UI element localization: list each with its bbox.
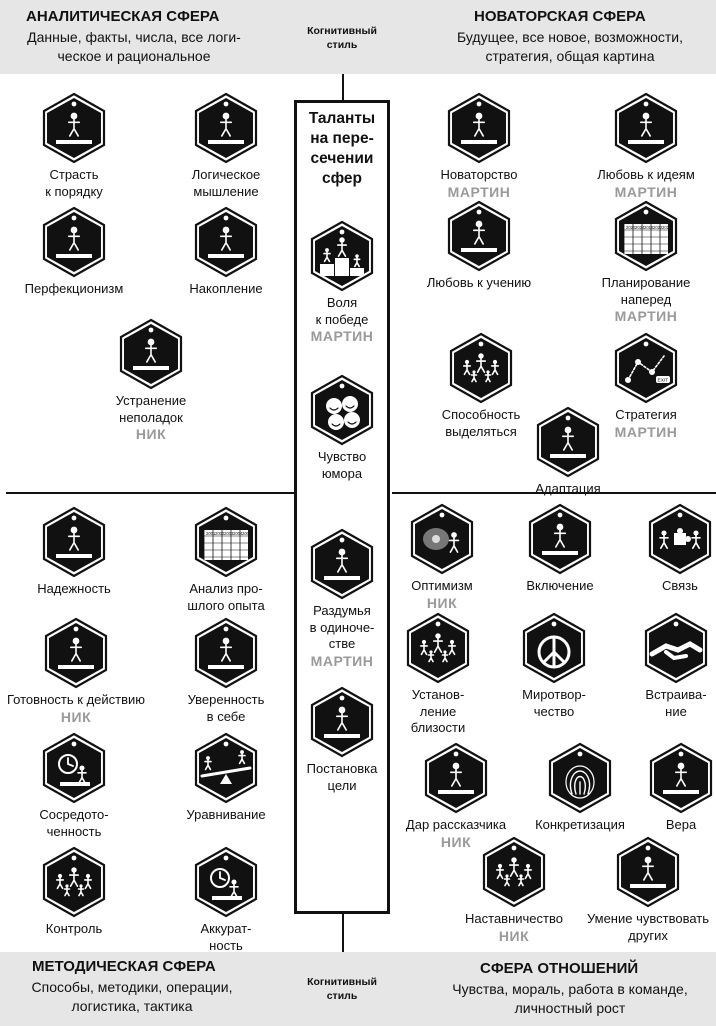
talent-name-line: в себе [206,708,246,724]
order-icon [38,92,110,164]
fingerprint-icon [544,742,616,814]
books-icon [190,206,262,278]
talent-name-line: Включение [526,578,594,593]
calendar-year-label: 2022 [653,225,663,230]
horizontal-divider-left [6,492,294,494]
talent-name-line: Умение чувствовать [586,911,710,926]
talent-connection [616,503,716,595]
calendar-icon [610,200,682,272]
wrench-icon [115,318,187,390]
puzzle-icon [644,503,716,575]
methodical-sphere-title: МЕТОДИЧЕСКАЯ СФЕРА [32,958,216,975]
thinker-icon [306,528,378,600]
talent-name-line: неполадок [119,409,183,425]
talent-name-line: Воля [326,295,358,310]
talent-reliability [10,506,138,598]
talent-name-line: Устранение [115,393,187,408]
talent-troubleshoot [87,318,215,443]
talent-name-line: Уверенность [187,692,265,707]
methodical-sphere-desc-1: Способы, методики, операции, [31,979,233,995]
medal-icon [38,206,110,278]
analytic-sphere-desc-1: Данные, факты, числа, все логи- [27,29,241,45]
summit-icon [190,617,262,689]
talent-perfection [10,206,138,298]
talent-will [278,220,406,345]
calendar-year-label: 2022 [662,225,672,230]
calendar-year-label: 2002 [215,531,225,536]
innovative-sphere-desc-2: стратегия, общая картина [485,48,655,64]
innovative-sphere-title: НОВАТОРСКАЯ СФЕРА [474,8,646,25]
talent-name-line: к победе [315,311,369,327]
calendar-year-label: 2005 [242,531,252,536]
speaker-icon [420,742,492,814]
seesaw-icon [190,732,262,804]
cognitive-style-label-bottom: Когнитивный стиль [307,976,377,1002]
exit-sign-label: EXIT [657,378,669,384]
crowd-icon [445,332,517,404]
talent-name-line: Планирование [601,275,691,290]
talent-faith [617,742,716,834]
talent-owner: МАРТИН [447,183,511,200]
calendar-year-label: 2016 [644,225,654,230]
talent-learning [415,200,543,292]
icon-glyph [624,224,672,254]
dodge-icon [532,406,604,478]
mentor-icon [478,836,550,908]
talent-name-line: мышление [193,183,259,199]
talent-name-line: Вера [665,817,697,832]
carry-icon [38,506,110,578]
talent-owner: МАРТИН [310,652,374,669]
talent-owner: НИК [498,927,530,944]
talent-owner: НИК [426,594,458,611]
talent-name-line: Уравнивание [186,807,266,822]
icon-glyph [566,766,594,798]
talent-name-line: Наставничество [465,911,563,926]
talent-name-line: цели [327,777,357,793]
talent-confidence [162,617,290,725]
lightbulb-icon [443,92,515,164]
talent-name-line: Надежность [37,581,111,596]
peace-icon [518,612,590,684]
talent-name-line: Чувство [317,449,367,464]
talent-name-line: Логическое [191,167,261,182]
push-icon [40,617,112,689]
calendar-year-label: 2024 [635,225,645,230]
talent-innovation [415,92,543,201]
talent-name-line: близости [410,720,466,735]
talent-name-line: Дар рассказчика [405,817,507,832]
talent-name-line: Установ- [411,687,465,702]
talent-owner: НИК [60,708,92,725]
talent-name-line: Анализ про- [189,581,263,596]
talent-past [162,506,290,614]
talent-name-line: Готовность к действию [6,692,146,707]
team-icon [38,846,110,918]
talent-name-line: наперед [620,291,672,307]
clock-icon [38,732,110,804]
talent-name-line: чество [533,703,575,719]
innovative-sphere-desc-1: Будущее, все новое, возможности, [457,29,683,45]
talent-owner: МАРТИН [310,328,374,344]
idea-icon [610,92,682,164]
talent-control [10,846,138,938]
talent-name-line: Связь [662,578,698,593]
talent-name-line: Миротвор- [522,687,586,702]
talent-inclusion [496,503,624,595]
talent-owner: МАРТИН [614,183,678,200]
talent-owner: МАРТИН [614,308,678,324]
talent-integration [612,612,716,720]
talent-action [4,617,148,726]
relations-sphere-desc-1: Чувства, мораль, работа в команде, [452,981,688,997]
calendar-year-label: 2004 [233,531,243,536]
talent-adaptation [504,406,632,498]
bridge-icon [524,503,596,575]
talent-owner: НИК [135,426,167,442]
talent-focus [10,732,138,840]
talent-name-line: других [628,927,668,943]
talent-name-line: Способность [441,407,521,422]
relations-sphere-desc-2: личностный рост [514,1000,626,1016]
calendar-year-label: 2003 [224,531,234,536]
calendar-icon [190,506,262,578]
study-icon [443,200,515,272]
analytic-sphere-desc-2: ческое и рациональное [57,48,211,64]
talent-planning [582,200,710,325]
handshake-icon [640,612,712,684]
talent-name-line: юмора [321,465,363,481]
sun-icon [406,503,478,575]
group-icon [402,612,474,684]
talent-name-line: Стратегия [615,407,677,422]
talent-name-line: Встраива- [645,687,707,702]
vertical-divider-bottom [342,914,344,952]
talent-name-line: Любовь к идеям [597,167,695,182]
talent-peace [490,612,618,720]
talent-name-line: ление [419,703,457,719]
talent-accuracy [162,846,290,954]
talent-closeness [374,612,502,737]
logic-icon [190,92,262,164]
talent-name-line: выделяться [445,423,517,439]
center-panel-title: Таланты на пере- сечении сфер [308,110,376,187]
talent-ideas [582,92,710,201]
talent-equalize [162,732,290,824]
talent-name-line: Сосредото- [39,807,109,822]
talent-humor [278,374,406,482]
talent-name-line: ние [665,703,687,719]
talent-accumulation [162,206,290,298]
talent-owner: МАРТИН [614,423,678,440]
talent-name-line: Перфекционизм [24,281,124,296]
calendar-year-label: 2001 [206,531,216,536]
icon-glyph [204,530,252,560]
talent-name-line: ность [209,937,243,953]
talent-name-line: Оптимизм [411,578,473,593]
believer-icon [645,742,716,814]
calendar-year-label: 2020 [626,225,636,230]
talent-optimism [378,503,506,612]
talent-owner: НИК [440,833,472,850]
talent-empathy [584,836,712,944]
talent-name-line: Адаптация [535,481,601,496]
talent-name-line: ченность [46,823,102,839]
talent-name-line: шлого опыта [187,597,265,613]
cognitive-style-label-top: Когнитивный стиль [307,25,377,51]
talent-order [10,92,138,200]
talent-name-line: стве [328,636,356,651]
smiley-icon [306,374,378,446]
talent-name-line: Страсть [49,167,99,182]
desk-clock-icon [190,846,262,918]
analytic-sphere-title: АНАЛИТИЧЕСКАЯ СФЕРА [26,8,220,25]
talent-mentoring [450,836,578,945]
relations-sphere-title: СФЕРА ОТНОШЕНИЙ [480,960,639,977]
talent-name-line: Аккурат- [200,921,252,936]
podium-icon [306,220,378,292]
path-icon [610,332,682,404]
methodical-sphere-desc-2: логистика, тактика [71,998,193,1014]
climb-icon [306,686,378,758]
talent-name-line: Раздумья [313,603,371,618]
talent-name-line: Постановка [306,761,378,776]
talent-name-line: Новаторство [440,167,518,182]
talent-name-line: Контроль [45,921,103,936]
heart-person-icon [612,836,684,908]
talent-name-line: Накопление [189,281,263,296]
talent-logic [162,92,290,200]
talent-storyteller [392,742,520,851]
vertical-divider-top [342,74,344,100]
talent-name-line: к порядку [45,183,103,199]
talent-name-line: в одиноче- [309,619,375,635]
talent-name-line: Конкретизация [535,817,625,832]
talent-name-line: Любовь к учению [426,275,532,290]
